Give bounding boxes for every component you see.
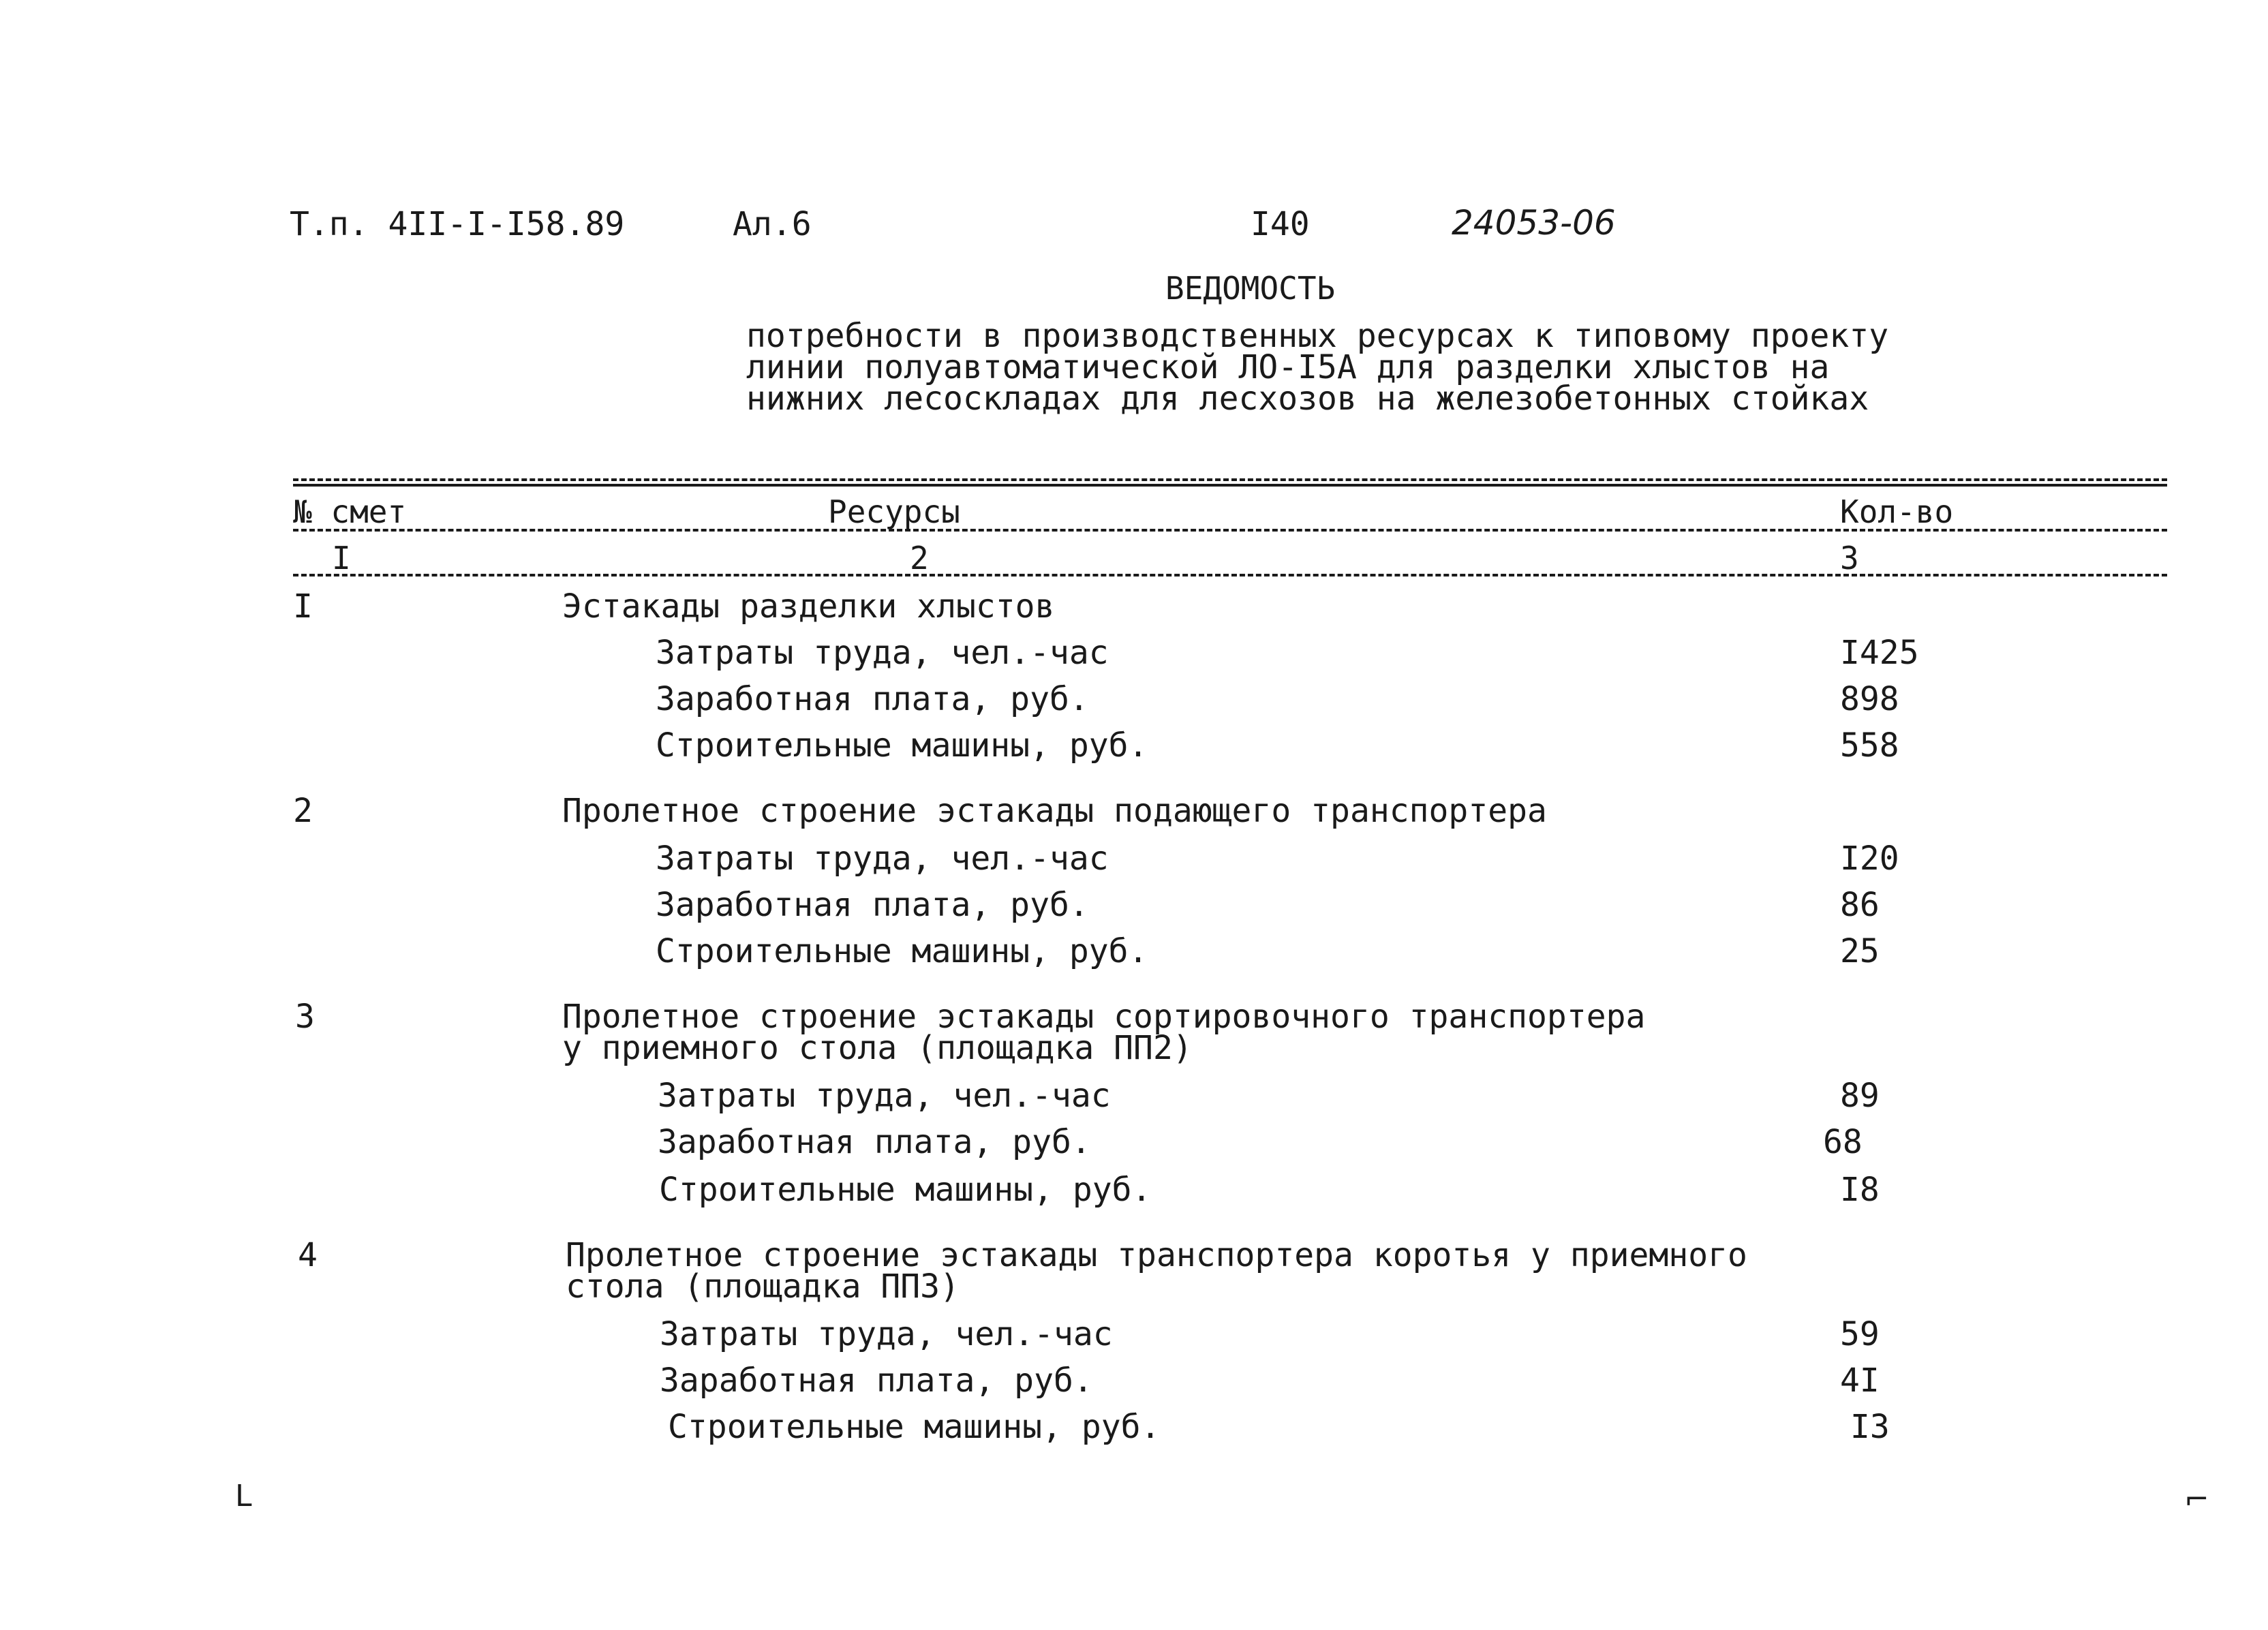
document-code: Т.п. 4II-I-I58.89 (290, 205, 625, 243)
column-number-3: 3 (1840, 540, 1859, 576)
row-label: Строительные машины, руб. (659, 1171, 1152, 1209)
table-top-rule-2 (293, 484, 2167, 487)
row-value: I20 (1840, 840, 1899, 878)
row-value: 89 (1840, 1077, 1880, 1115)
row-value: I3 (1850, 1408, 1890, 1446)
subtitle-line: потребности в производственных ресурсах к типовому проекту (746, 317, 1889, 355)
subtitle-line: нижних лесоскладах для лесхозов на железобетонных стойках (746, 380, 1869, 418)
page-subtitle (746, 317, 1889, 418)
row-value: I8 (1840, 1171, 1880, 1209)
row-label: Заработная плата, руб. (656, 680, 1089, 718)
subtitle-line: линии полуавтоматической ЛО-I5А для разделки хлыстов на (746, 348, 1830, 386)
section-title: Пролетное строение эстакады подающего транспортера (562, 792, 1547, 830)
row-label: Заработная плата, руб. (656, 886, 1089, 924)
section-number: 2 (293, 792, 313, 830)
row-label: Затраты труда, чел.-час (658, 1077, 1111, 1115)
row-value: 558 (1840, 726, 1899, 765)
row-label: Затраты труда, чел.-час (660, 1315, 1113, 1353)
section-title: Пролетное строение эстакады транспортера коротья у приемного (566, 1236, 1747, 1274)
section-title-line2: у приемного стола (площадка ПП2) (562, 1029, 1193, 1067)
column-header-quantity: Кол-во (1840, 493, 1954, 530)
row-label: Заработная плата, руб. (658, 1123, 1091, 1161)
corner-mark-left-icon: L (235, 1479, 252, 1513)
row-value: 25 (1840, 932, 1880, 970)
row-value: 86 (1840, 886, 1880, 924)
section-number: 3 (295, 998, 315, 1036)
handwritten-stamp-number: 24053-06 (1452, 203, 1616, 243)
row-label: Строительные машины, руб. (656, 932, 1148, 970)
page-number: I40 (1251, 205, 1310, 243)
table-top-rule (293, 478, 2167, 481)
column-header-estimate-number: № смет (293, 493, 407, 530)
row-value: 898 (1840, 680, 1899, 718)
album-number: Ал.6 (733, 205, 812, 243)
row-value: 59 (1840, 1315, 1880, 1353)
column-number-1: I (332, 540, 351, 576)
column-numbers-rule (293, 574, 2167, 576)
section-number: I (293, 587, 313, 626)
row-value: 4I (1840, 1362, 1880, 1400)
row-label: Затраты труда, чел.-час (656, 634, 1109, 672)
column-number-2: 2 (910, 540, 929, 576)
corner-mark-right-icon: ⌐ (2184, 1482, 2209, 1517)
row-value: I425 (1840, 634, 1919, 672)
section-title: Пролетное строение эстакады сортировочного транспортера (562, 998, 1646, 1036)
row-value: 68 (1823, 1123, 1863, 1161)
section-title-line2: стола (площадка ПП3) (566, 1267, 960, 1306)
section-title: Эстакады разделки хлыстов (562, 587, 1055, 626)
page-title: ВЕДОМОСТЬ (1165, 270, 1336, 307)
row-label: Затраты труда, чел.-час (656, 840, 1109, 878)
column-header-resources: Ресурсы (828, 493, 960, 530)
row-label: Строительные машины, руб. (656, 726, 1148, 765)
section-number: 4 (298, 1236, 318, 1274)
row-label: Заработная плата, руб. (660, 1362, 1093, 1400)
row-label: Строительные машины, руб. (668, 1408, 1161, 1446)
